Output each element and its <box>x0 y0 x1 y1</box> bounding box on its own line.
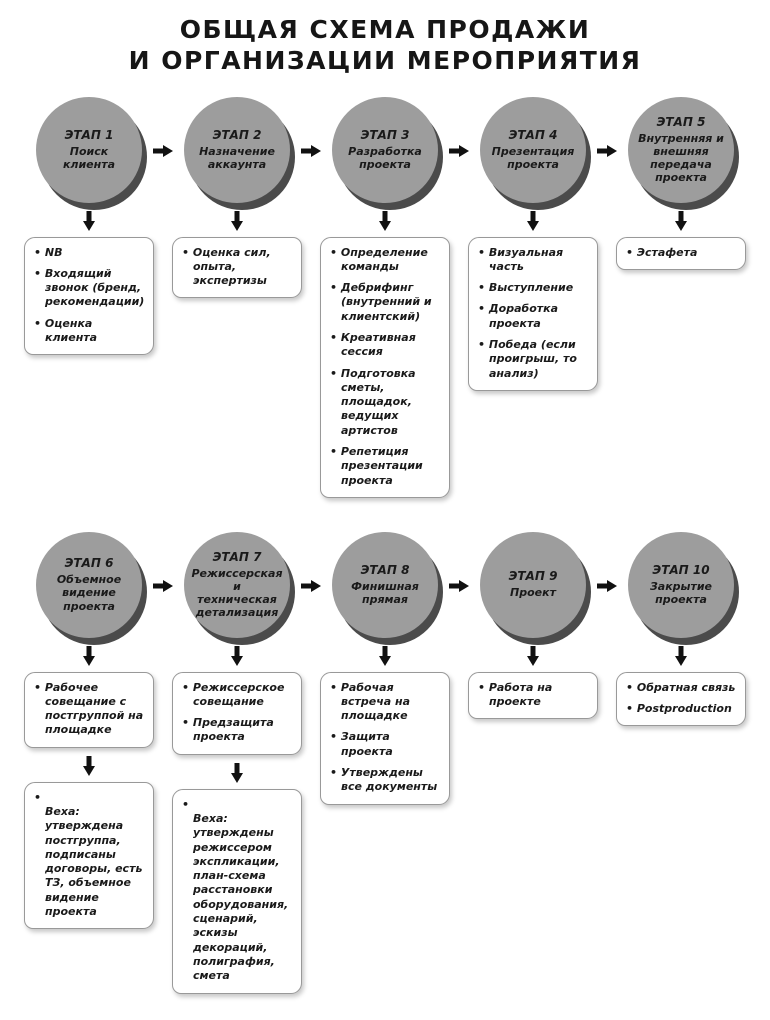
stage-task-list <box>626 246 739 260</box>
stage-id: ЭТАП 1 <box>64 127 114 142</box>
stage-circle-wrap <box>315 97 455 203</box>
stage-row <box>0 532 770 994</box>
stage-id: ЭТАП 6 <box>64 556 114 571</box>
stage-task-list <box>182 246 295 289</box>
arrow-down-icon <box>82 211 96 231</box>
stage-tasks-box <box>24 672 154 748</box>
diagram-canvas <box>0 14 770 1020</box>
stage-circle <box>332 532 438 638</box>
stage-name: Презентация проекта <box>491 144 575 171</box>
stage-circle <box>480 97 586 203</box>
task-item: • Входящий звонок (бренд, рекомендации) <box>34 267 147 310</box>
diagram-title-line1: ОБЩАЯ СХЕМА ПРОДАЖИ <box>179 15 591 44</box>
milestone-text: утверждена постгруппа, подписаны договоры, есть ТЗ, объемное видение проекта <box>45 819 143 919</box>
milestone-label: • Веха: <box>45 804 80 818</box>
task-item: • Утверждены все документы <box>330 766 443 795</box>
stage-name: Объемное видение проекта <box>56 573 122 613</box>
stage-column <box>463 97 603 391</box>
arrow-down-icon <box>378 646 392 666</box>
arrow-down-icon <box>230 211 244 231</box>
stage-id: ЭТАП 7 <box>212 549 262 564</box>
stage-column <box>167 532 307 994</box>
stage-id: ЭТАП 10 <box>652 562 710 577</box>
stage-circle <box>36 532 142 638</box>
stage-id: ЭТАП 5 <box>656 114 706 129</box>
task-item: • Определение команды <box>330 246 443 275</box>
task-item: • Репетиция презентации проекта <box>330 445 443 488</box>
stage-circle-wrap <box>19 97 159 203</box>
stage-name: Закрытие проекта <box>649 579 713 606</box>
stage-circle <box>480 532 586 638</box>
task-item: • Оценка сил, опыта, экспертизы <box>182 246 295 289</box>
stage-circle-wrap <box>463 97 603 203</box>
stage-task-list <box>626 681 739 717</box>
stage-circle-wrap <box>463 532 603 638</box>
task-item: • Рабочее совещание с постгруппой на площадке <box>34 681 147 738</box>
stage-tasks-box <box>616 672 746 727</box>
task-item: • Оценка клиента <box>34 317 147 346</box>
task-item: • Эстафета <box>626 246 739 260</box>
arrow-down-icon <box>82 756 96 776</box>
stage-tasks-box <box>320 672 450 805</box>
stage-task-list <box>182 681 295 745</box>
task-item: • Обратная связь <box>626 681 739 695</box>
stage-name: Назначение аккаунта <box>199 144 275 171</box>
arrow-down-icon <box>230 646 244 666</box>
stage-circle <box>184 97 290 203</box>
stage-column <box>19 97 159 356</box>
stage-name: Поиск клиента <box>62 144 116 171</box>
arrow-down-icon <box>230 763 244 783</box>
task-item: • Креативная сессия <box>330 331 443 360</box>
stage-tasks-box <box>468 672 598 720</box>
stage-milestone-box <box>172 789 302 994</box>
task-item: • Защита проекта <box>330 730 443 759</box>
stage-column <box>315 532 455 805</box>
task-item: • Предзащита проекта <box>182 716 295 745</box>
stage-milestone-list <box>34 791 147 920</box>
diagram-title <box>0 14 770 77</box>
stage-circle <box>628 532 734 638</box>
stage-name: Внутренняя и внешняя передача проекта <box>638 131 724 185</box>
task-item: • Доработка проекта <box>478 302 591 331</box>
arrow-down-icon <box>674 211 688 231</box>
arrow-down-icon <box>378 211 392 231</box>
milestone-item <box>182 798 295 984</box>
stage-tasks-box <box>468 237 598 391</box>
stage-tasks-box <box>24 237 154 356</box>
task-item: • Работа на проекте <box>478 681 591 710</box>
stage-id: ЭТАП 4 <box>508 127 558 142</box>
stage-column <box>463 532 603 720</box>
stage-tasks-box <box>172 672 302 755</box>
stage-rows <box>0 97 770 994</box>
milestone-item <box>34 791 147 920</box>
stage-column <box>167 97 307 299</box>
stage-circle <box>628 97 734 203</box>
stage-row <box>0 97 770 532</box>
task-item: • NB <box>34 246 147 260</box>
stage-circle-wrap <box>611 532 751 638</box>
task-item: • Режиссерское совещание <box>182 681 295 710</box>
stage-id: ЭТАП 2 <box>212 127 262 142</box>
stage-task-list <box>478 246 591 381</box>
stage-circle-wrap <box>19 532 159 638</box>
stage-tasks-box <box>172 237 302 299</box>
task-item: • Postproduction <box>626 702 739 716</box>
stage-name: Финишная прямая <box>351 579 419 606</box>
arrow-down-icon <box>526 211 540 231</box>
stage-name: Проект <box>510 586 556 600</box>
stage-id: ЭТАП 8 <box>360 562 410 577</box>
stage-id: ЭТАП 3 <box>360 127 410 142</box>
task-item: • Рабочая встреча на площадке <box>330 681 443 724</box>
arrow-down-icon <box>526 646 540 666</box>
stage-id: ЭТАП 9 <box>508 569 558 584</box>
stage-tasks-box <box>616 237 746 270</box>
task-item: • Победа (если проигрыш, то анализ) <box>478 338 591 381</box>
milestone-text: утверждены режиссером экспликации, план-схема расстановки оборудования, сценарий, эскизы декораций, полиграфия, смета <box>193 826 289 983</box>
arrow-down-icon <box>82 646 96 666</box>
diagram-title-line2: И ОРГАНИЗАЦИИ МЕРОПРИЯТИЯ <box>128 46 642 76</box>
task-item: • Выступление <box>478 281 591 295</box>
stage-task-list <box>330 681 443 795</box>
stage-circle-wrap <box>167 532 307 638</box>
stage-task-list <box>34 681 147 738</box>
stage-column <box>611 532 751 727</box>
stage-circle <box>184 532 290 638</box>
stage-tasks-box <box>320 237 450 498</box>
stage-circle-wrap <box>611 97 751 203</box>
stage-task-list <box>330 246 443 488</box>
task-item: • Подготовка сметы, площадок, ведущих артистов <box>330 367 443 438</box>
stage-circle <box>332 97 438 203</box>
stage-milestone-list <box>182 798 295 984</box>
stage-name: Режиссерская и техническая детализация <box>191 566 283 620</box>
stage-name: Разработка проекта <box>348 144 422 171</box>
stage-task-list <box>34 246 147 346</box>
stage-column <box>315 97 455 498</box>
stage-circle-wrap <box>167 97 307 203</box>
stage-circle-wrap <box>315 532 455 638</box>
task-item: • Дебрифинг (внутренний и клиентский) <box>330 281 443 324</box>
stage-column <box>611 97 751 270</box>
arrow-down-icon <box>674 646 688 666</box>
stage-circle <box>36 97 142 203</box>
milestone-label: • Веха: <box>193 811 228 825</box>
stage-column <box>19 532 159 930</box>
stage-task-list <box>478 681 591 710</box>
task-item: • Визуальная часть <box>478 246 591 275</box>
stage-milestone-box <box>24 782 154 930</box>
